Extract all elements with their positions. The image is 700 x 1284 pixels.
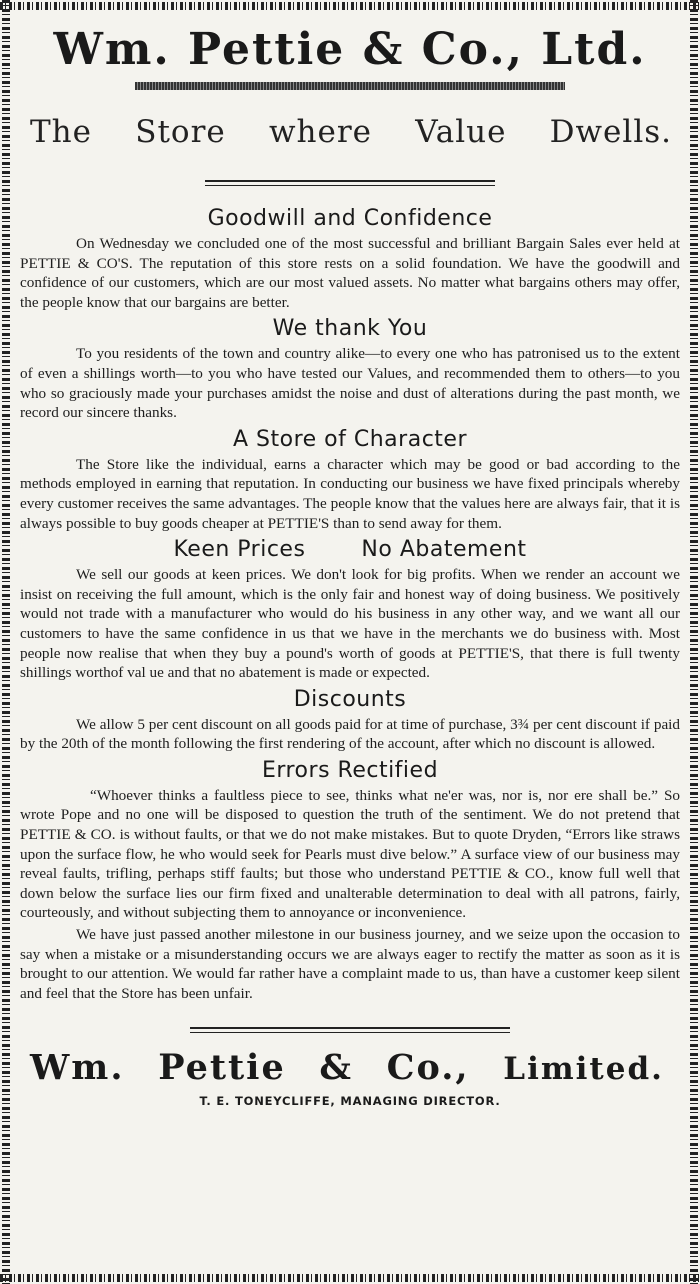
heading-goodwill: Goodwill and Confidence [207,206,493,231]
slogan-word: where [268,114,372,150]
heading-character: A Store of Character [233,426,467,452]
advertisement [20,10,680,1272]
masthead-rule [135,82,565,90]
paragraph-goodwill: On Wednesday we concluded one of the most successful and brilliant Bargain Sales ever held at PETTIE & CO'S. The reputation of this store rests on a solid foundation. We have the goodwill and confidence of our customers, which are our most valued assets. No matter what bargains others may offer, the people know that our bargains are better. [20,235,680,311]
slogan-word: Dwells. [549,114,672,150]
managing-director: T. E. TONEYCLIFFE, MANAGING DIRECTOR. [199,1094,501,1109]
heading-keen-right: No Abatement [361,537,527,563]
heading-thanks: We thank You [272,316,428,342]
masthead-title: Wm. Pettie & Co., Ltd. [53,24,647,75]
heading-errors: Errors Rectified [261,757,439,783]
slogan-word: Value [415,114,507,150]
top-border [0,2,700,10]
paragraph-discounts: We allow 5 per cent discount on all goods paid for at time of purchase, 3¾ per cent discount if paid by the 20th of the month following the first rendering of the account, after which no discount is allowed. [20,715,680,753]
footer-divider [190,1027,510,1033]
heading-discounts: Discounts [293,686,407,712]
paragraph-thanks: To you residents of the town and country alike—to every one who has patronised us to the extent of even a shillings worth—to you who have tested our Values, and recommended them to others—to you who so graciously made your purchases amidst the noise and dust of alterations during the past month, we record our sincere thanks. [20,345,680,422]
paragraph-keen: We sell our goods at keen prices. We don't look for big profits. When we render an account we insist on receiving the full amount, which is the only fair and honest way of doing business. We positively would not trade with a manufacturer who would do his business in any other way, and we want all our customers to have the same confidence in us that we have in the merchants we do business with. Most people now realise that when they buy a pound's worth of goods at PETTIE'S, that there is full twenty shillings worthof val ue and that no abatement is made or expected. [20,566,680,682]
footer-word: Limited. [503,1051,664,1088]
left-border [2,0,10,1284]
footer-word: & [319,1047,353,1089]
footer-word: Pettie [158,1047,286,1089]
footer-word: Co., [386,1047,470,1089]
paragraph-errors-1: “Whoever thinks a faultless piece to see, thinks what ne'er was, nor is, nor ere shall be.” So wrote Pope and no one will be disposed to question the truth of the sentiment. We do not pretend that PETTIE & CO. is without faults, or that we do not make mistakes. But to quote Dryden, “Errors like straws upon the surface flow, he who would seek for Pearls must dive below.” A surface view of our business may reveal faults, trifling, perhaps stiff faults; but those who understand PETTIE & CO., know full well that down below the surface lies our firm fixed and unalterable determination to deal with all patrons, fairly, courteously, and without subjecting them to annoyance or inconvenience. [20,786,680,922]
slogan-word: The [30,114,92,150]
heading-keen-prices [20,535,680,565]
footer-word: Wm. [30,1047,125,1089]
paragraph-errors-2: We have just passed another milestone in our business journey, and we seize upon the occasion to say when a mistake or a misunderstanding occurs we are always eager to rectify the matter as soon as it is brought to our attention. We would far rather have a complaint made to us, than have a customer keep silent and feel that the Store has been unfair. [20,926,680,1002]
right-border [690,0,698,1284]
footer-company-name [30,1047,664,1088]
paragraph-character: The Store like the individual, earns a character which may be good or bad according to the methods employed in earning that reputation. In conducting our business we have fixed principals whereby every customer receives the same advantages. The people know that the values here are always fair, that it is always possible to buy goods cheaper at PETTIE'S than to send away for them. [20,455,680,532]
heading-keen-left: Keen Prices [173,537,306,563]
slogan [30,114,672,150]
slogan-word: Store [135,114,226,150]
divider-rule [205,180,495,186]
bottom-border [0,1274,700,1282]
